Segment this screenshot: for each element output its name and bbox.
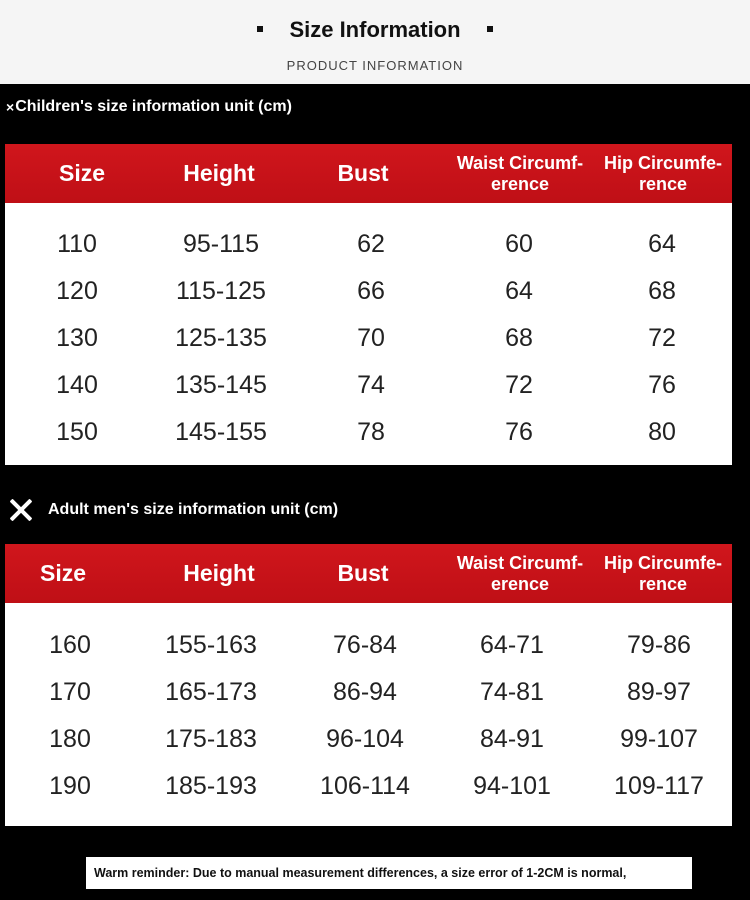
adult-section-title: Adult men's size information unit (cm) — [48, 501, 339, 518]
table-cell: 76 — [505, 418, 533, 446]
table-cell: 120 — [56, 277, 98, 305]
table-cell: 64-71 — [480, 631, 544, 659]
table-cell: 125-135 — [175, 324, 267, 352]
table-cell: 150 — [56, 418, 98, 446]
children-section-label — [6, 96, 292, 118]
table-cell: 68 — [505, 324, 533, 352]
adult-section-label — [8, 496, 338, 524]
table-cell: 185-193 — [165, 772, 257, 800]
column-header-height: Height — [183, 560, 255, 586]
column-header-waist: Waist Circumf- erence — [456, 552, 584, 594]
square-bullet-icon — [257, 26, 263, 32]
header-banner — [0, 0, 750, 84]
table-cell: 190 — [49, 772, 91, 800]
table-cell: 145-155 — [175, 418, 267, 446]
table-cell: 74 — [357, 371, 385, 399]
cross-icon — [8, 497, 34, 523]
table-cell: 76 — [648, 371, 676, 399]
table-cell: 89-97 — [627, 678, 691, 706]
table-cell: 72 — [505, 371, 533, 399]
table-cell: 60 — [505, 230, 533, 258]
table-cell: 95-115 — [183, 230, 259, 258]
table-cell: 106-114 — [320, 772, 410, 800]
table-cell: 86-94 — [333, 678, 397, 706]
table-cell: 78 — [357, 418, 385, 446]
table-cell: 79-86 — [627, 631, 691, 659]
table-cell: 94-101 — [473, 772, 551, 800]
column-header-size: Size — [39, 560, 87, 586]
page-subtitle: PRODUCT INFORMATION — [286, 58, 464, 73]
table-cell: 76-84 — [333, 631, 397, 659]
table-cell: 160 — [49, 631, 91, 659]
table-cell: 64 — [505, 277, 533, 305]
table-cell: 180 — [49, 725, 91, 753]
table-cell: 66 — [357, 277, 385, 305]
table-cell: 115-125 — [176, 277, 266, 305]
table-cell: 110 — [57, 230, 97, 258]
table-cell: 155-163 — [165, 631, 257, 659]
table-cell: 84-91 — [480, 725, 544, 753]
table-cell: 140 — [56, 371, 98, 399]
page-title-row — [0, 16, 750, 44]
table-cell: 170 — [49, 678, 91, 706]
children-table-header — [5, 144, 732, 203]
table-cell: 130 — [56, 324, 98, 352]
column-header-height: Height — [183, 160, 255, 186]
table-cell: 68 — [648, 277, 676, 305]
column-header-bust: Bust — [337, 560, 389, 586]
page-title: Size Information — [289, 17, 461, 42]
column-header-hip: Hip Circumfe- rence — [603, 552, 722, 594]
table-cell: 109-117 — [614, 772, 704, 800]
cross-mark-icon: × — [6, 99, 15, 115]
column-header-bust: Bust — [337, 160, 389, 186]
table-cell: 165-173 — [165, 678, 257, 706]
table-cell: 99-107 — [620, 725, 698, 753]
table-cell: 135-145 — [175, 371, 267, 399]
table-cell: 72 — [648, 324, 676, 352]
table-cell: 80 — [648, 418, 676, 446]
table-cell: 62 — [357, 230, 385, 258]
table-cell: 70 — [357, 324, 385, 352]
adult-table-header — [5, 544, 732, 603]
column-header-hip: Hip Circumfe- rence — [603, 152, 722, 194]
warm-reminder-note: Warm reminder: Due to manual measurement differences, a size error of 1-2CM is normal, — [86, 857, 692, 889]
children-size-table — [5, 144, 732, 465]
column-header-size: Size — [58, 160, 106, 186]
table-cell: 64 — [648, 230, 676, 258]
children-section-title: Children's size information unit (cm) — [15, 98, 292, 115]
column-header-waist: Waist Circumf- erence — [456, 152, 584, 194]
adult-size-table — [5, 544, 732, 826]
table-cell: 175-183 — [165, 725, 257, 753]
table-cell: 74-81 — [480, 678, 544, 706]
square-bullet-icon — [487, 26, 493, 32]
table-cell: 96-104 — [326, 725, 404, 753]
